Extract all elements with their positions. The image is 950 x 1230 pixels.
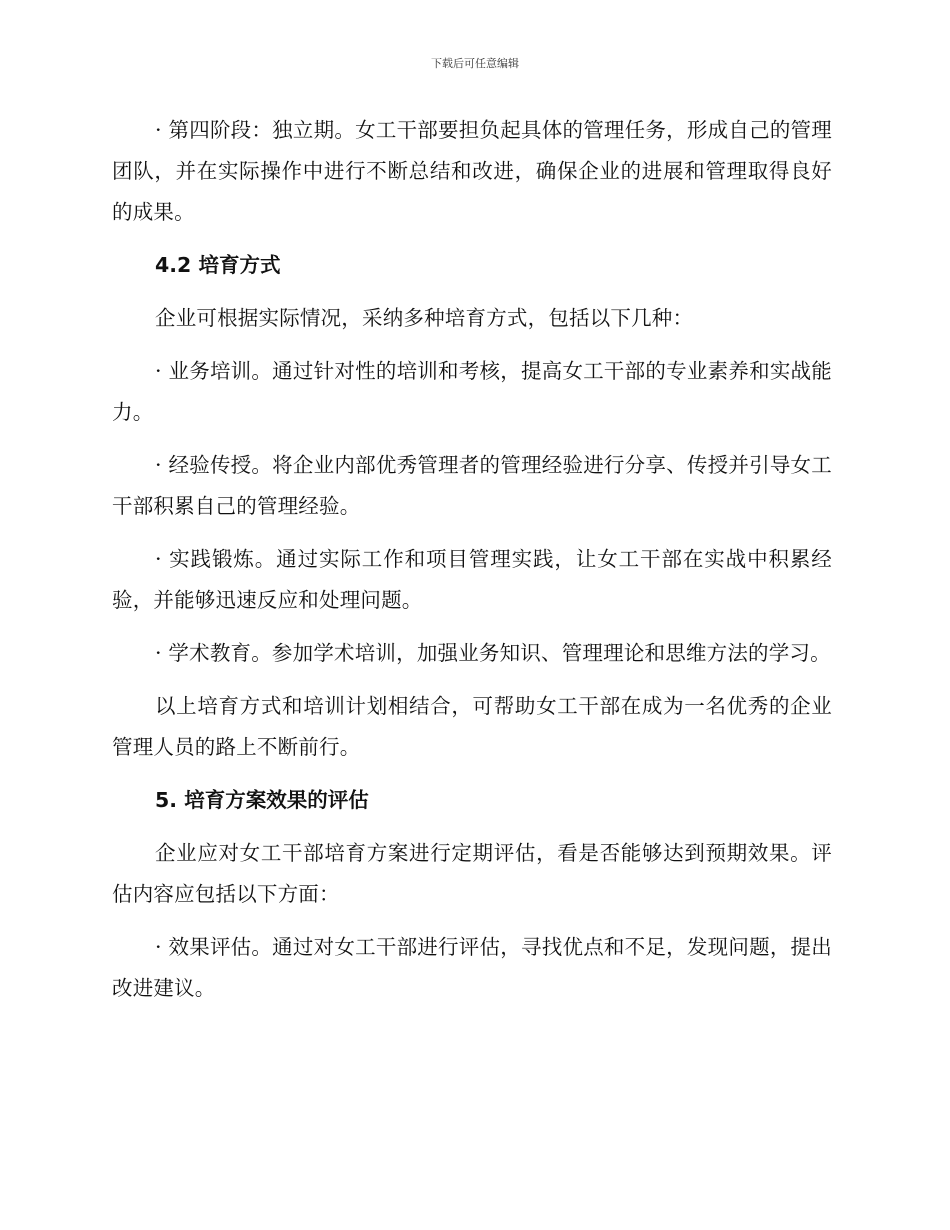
paragraph-methods-summary: 以上培育方式和培训计划相结合，可帮助女工干部在成为一名优秀的企业管理人员的路上不断前行。	[112, 694, 832, 759]
list-item-effect-evaluation: · 效果评估。通过对女工干部进行评估，寻找优点和不足，发现问题，提出改进建议。	[112, 935, 832, 1000]
list-item-business-training: · 业务培训。通过针对性的培训和考核，提高女工干部的专业素养和实战能力。	[112, 359, 832, 424]
paragraph-methods-intro: 企业可根据实际情况，采纳多种培育方式，包括以下几种：	[155, 306, 694, 330]
list-item-academic-education: · 学术教育。参加学术培训，加强业务知识、管理理论和思维方法的学习。	[155, 641, 831, 665]
paragraph-stage-four: · 第四阶段：独立期。女工干部要担负起具体的管理任务，形成自己的管理团队，并在实际操作中进行不断总结和改进，确保企业的进展和管理取得良好的成果。	[112, 118, 832, 224]
paragraph-evaluation-intro: 企业应对女工干部培育方案进行定期评估，看是否能够达到预期效果。评估内容应包括以下方面：	[112, 841, 832, 906]
section-heading-5: 5. 培育方案效果的评估	[155, 788, 369, 812]
section-heading-4-2: 4.2 培育方式	[155, 253, 281, 277]
page-header: 下载后可任意编辑	[431, 57, 519, 70]
document-body	[112, 110, 832, 1021]
list-item-experience-sharing: · 经验传授。将企业内部优秀管理者的管理经验进行分享、传授并引导女工干部积累自己的管理经验。	[112, 453, 832, 518]
list-item-practice: · 实践锻炼。通过实际工作和项目管理实践，让女工干部在实战中积累经验，并能够迅速反应和处理问题。	[112, 547, 832, 612]
